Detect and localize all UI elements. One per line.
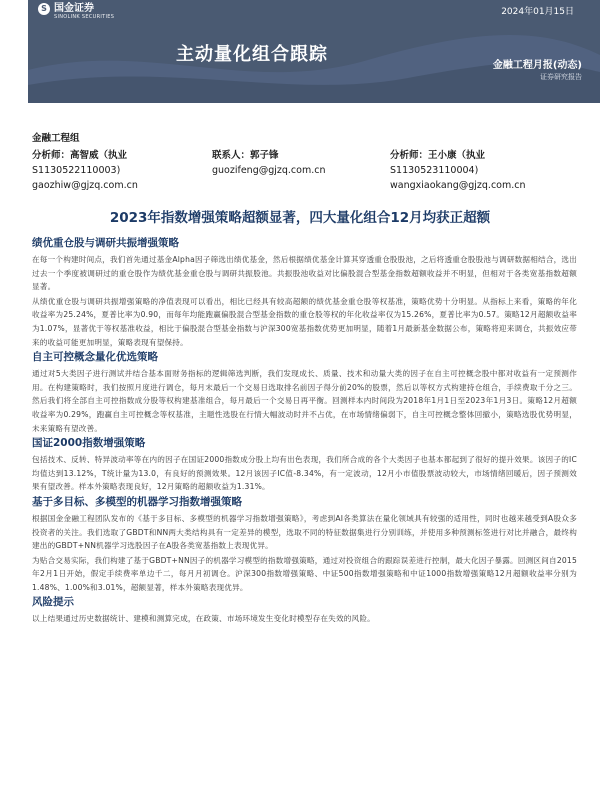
logo-name: 国金证券 — [54, 2, 94, 14]
team-name: 金融工程组 — [32, 133, 80, 144]
section-title: 国证2000指数增强策略 — [32, 437, 146, 450]
analyst-name: 联系人：郭子锋 — [212, 150, 279, 161]
section-paragraph: 从绩优重仓股与调研共振增强策略的净值表现可以看出，相比已经具有较高超额的绩优基金重仓股等权基准，策略优势十分明显。从指标上来看，策略的年化收益率为25.24%，夏普比率为0.90，而每年均能跑赢偏股混合型基金指数的重仓股等权的年化收益率仅为15.26%，夏普比率为0.57。策略12月超额收益率为1.07%，显著优于等权基准收益，相比于偏股混合型基金指数与沪深300宽基指数优势更加明显，随着1月最新基金数据公布，策略将迎来调仓，共振效应带来的收益可能更加明显，策略表现有望保持。 — [32, 296, 577, 347]
analyst-name: 分析师：高智威（执业 — [32, 150, 128, 161]
section-title: 风险提示 — [32, 596, 74, 609]
section-title: 自主可控概念量化优选策略 — [32, 351, 158, 364]
report-type: 金融工程月报(动态) — [492, 60, 582, 71]
report-date: 2024年01月15日 — [501, 7, 574, 17]
analyst-email: gaozhiw@gjzq.com.cn — [32, 180, 138, 191]
section-paragraph: 根据国金金融工程团队发布的《基于多目标、多模型的机器学习指数增强策略》，考虑到AI各类算法在量化领域具有较强的适用性，同时也越来越受到A股众多投资者的关注。我们选取了GBDT和NN两大类结构具有一定差异的模型，选取不同的特征数据集进行分别训练，并使用多种预测标签进行对比并融合，最终构建出的GBDT+NN机器学习选股因子在A股各类宽基指数上表现优异。 — [32, 513, 577, 551]
section-paragraph: 通过对5大类因子进行测试并结合基本面财务指标的逻辑筛选判断，我们发现成长、质量、技术和动量大类的因子在自主可控概念股中都对收益有一定预测作用。在构建策略时，我们按照月度进行调仓，每月末最后一个交易日选取排名前因子得分前20%的股票，然后以等权方式构建持仓组合，手续费取千分之三。然后我们将全部自主可控指数成分股等权构建基准组合，每月最后一个交易日再平衡。回测样本内时间段为2018年1月1日至2023年1月3日。策略12月超额收益率为0.29%，跑赢自主可控概念等权基准，主题性选股在行情大幅波动时并不占优，在市场情绪偏弱下，自主可控概念整体回撤小，策略选股优势明显，未来策略有望改善。 — [32, 369, 577, 433]
logo-subtitle: SINOLINK SECURITIES — [54, 13, 115, 20]
section-paragraph: 在每一个构建时间点，我们首先通过基金Alpha因子筛选出绩优基金，然后根据绩优基金计算其穿透重仓股股池，之后将透重仓股股池与调研数据相结合，选出过去一个季度被调研过的重仓股作为绩优基金重仓股与调研共振股池。共振股池收益对比偏股混合型基金指数超额收益并不明显，但相对于各类宽基指数超额显著。 — [32, 255, 577, 292]
analyst-card — [212, 148, 390, 193]
analyst-license: S1130522110003) — [32, 165, 121, 176]
section-paragraph: 为贴合交易实际，我们构建了基于GBDT+NN因子的机器学习模型的指数增强策略，通过对投资组合的跟踪误差进行控制，最大化因子暴露。回测区间自2015年2月1日开始，假定手续费率单边千二，每月月初调仓。沪深300指数增强策略、中证500指数增强策略和中证1000指数增强策略12月超额收益率分别为1.48%、1.00%和3.01%，超额显著，样本外策略表现优异。 — [32, 555, 577, 592]
analyst-name: 分析师：王小康（执业 — [390, 150, 486, 161]
section-paragraph: 包括技术、反转、特异波动率等在内的因子在国证2000指数成分股上均有出色表现，我们所合成的各个大类因子也基本都起到了很好的提升效果。该因子的IC均值达到13.12%，T统计量为13.0，有良好的预测效果。12月该因子IC值-8.34%，有一定波动，12月小市值股票波动较大，市场情绪回暖后，因子预测效果有望改善。样本外策略表现良好，12月策略的超额收益为1.31%。 — [32, 455, 577, 492]
analyst-grid — [32, 148, 572, 193]
headline: 2023年指数增强策略超额显著，四大量化组合12月均获正超额 — [109, 210, 491, 226]
report-body — [32, 235, 577, 627]
analyst-license: S1130523110004) — [390, 165, 479, 176]
section-title: 绩优重仓股与调研共振增强策略 — [32, 237, 179, 249]
analyst-block — [32, 130, 572, 193]
section-title: 基于多目标、多模型的机器学习指数增强策略 — [32, 495, 242, 508]
report-subtype: 证券研究报告 — [540, 73, 582, 81]
brand-logo — [38, 0, 114, 18]
section-paragraph: 以上结果通过历史数据统计、建模和测算完成，在政策、市场环境发生变化时模型存在失效的风险。 — [32, 614, 375, 624]
analyst-card — [390, 148, 570, 193]
analyst-card — [32, 148, 212, 193]
report-banner — [0, 0, 600, 112]
report-title: 主动量化组合跟踪 — [176, 44, 328, 65]
logo-mark-icon: S — [38, 3, 50, 15]
analyst-email: guozifeng@gjzq.com.cn — [212, 165, 326, 176]
analyst-email: wangxiaokang@gjzq.com.cn — [390, 180, 526, 191]
